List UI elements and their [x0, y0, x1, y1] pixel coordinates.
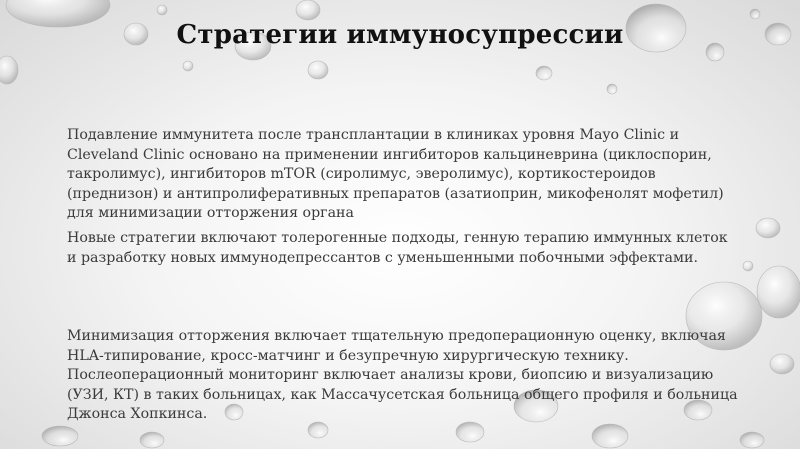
paragraph-immunosuppression-basics: Подавление иммунитета после трансплантации в клиниках уровня Mayo Clinic и Cleveland Clinic основано на применении ингибиторов кальциневрина (циклоспорин, такролимус), ингибиторов mTOR (сиролимус, эверолимус), кортикостероидов (преднизон) и антипролиферативных препаратов (азатиоприн, микофенолят мофетил) для минимизации отторжения органа — [67, 127, 724, 221]
paragraph-rejection-minimization: Минимизация отторжения включает тщательную предоперационную оценку, включая HLA-типирование, кросс-матчинг и безупречную хирургическую технику. Послеоперационный мониторинг включает анализы крови, биопсию и визуализацию (УЗИ, КТ) в таких больницах, как Массачусетская больница общего профиля и больница Джонса Хопкинса. — [67, 328, 738, 422]
paragraph-new-strategies: Новые стратегии включают толерогенные подходы, генную терапию иммунных клеток и разработку новых иммунодепрессантов с уменьшенными побочными эффектами. — [67, 230, 728, 266]
slide-title: Стратегии иммуносупрессии — [176, 20, 624, 50]
